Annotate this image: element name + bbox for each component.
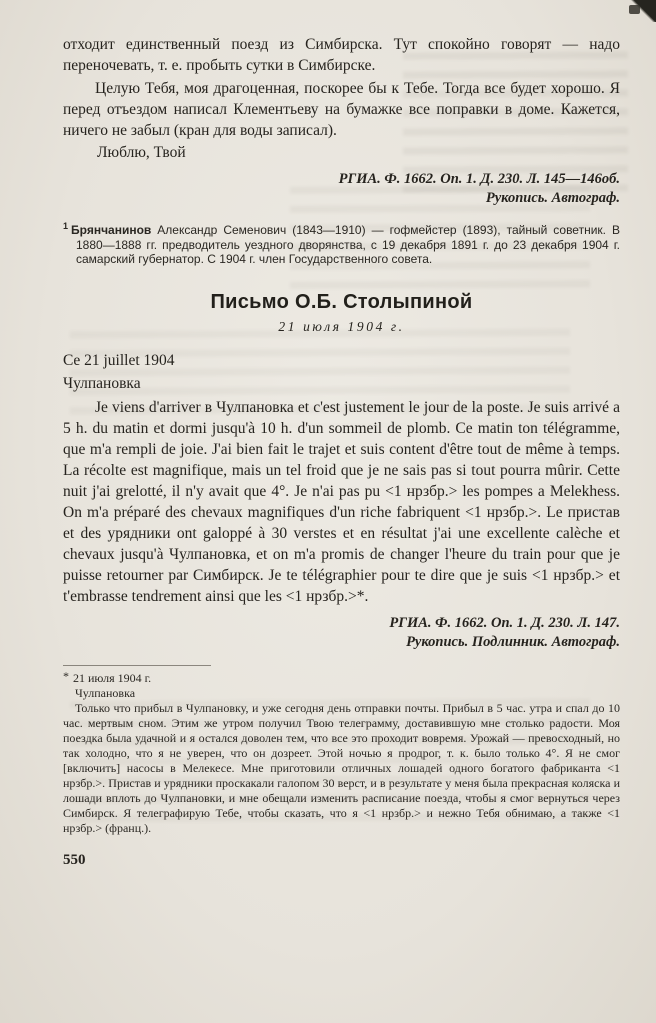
archive-reference-1 — [63, 170, 620, 208]
page-number: 550 — [63, 851, 86, 868]
letter2-body: Je viens d'arriver в Чулпановка et c'est justement le jour de la poste. Je suis arrivé a 5 h. du matin et dormi jusqu'à 10 h. d'un sommeil de plomb. Ce matin ton télégramme, que m'a rempli de joie. J'ai bien fait le trajet et suis content d'être tout de même à temps. La récolte est magnifique, mais un tel froid que je ne sais pas si tout pourra mûrir. Cette nuit j'ai grelotté, il n'y avait que 4°. Je n'ai pas pu <1 нрзбр.> les pompes a Melekhess. On m'a préparé des chevaux magnifiques d'un riche fabriquent <1 нрзбр.>. Le пристав et des урядники ont galoppé à 30 verstes et en résultat j'ai une excellente calèche et chevaux jusqu'à Чулпановка, et on m'a promis de changer l'heure du train pour que je puisse retourner par Симбирск. Je te télégraphier pour te dire que je suis <1 нрзбр.> et t'embrasse tendrement ainsi que les <1 нрзбр.>*. — [63, 398, 620, 605]
footnote-separator — [63, 665, 211, 666]
archive-reference-2 — [63, 614, 620, 652]
footnote-star-place: Чулпановка — [75, 685, 136, 700]
manuscript-note: Рукопись. Подлинник. Автограф. — [406, 633, 620, 650]
letter1-paragraph-continued: отходит единственный поезд из Симбирска. Тут спокойно говорят — надо переночевать, т. е. пробыть сутки в Симбирске. — [63, 36, 620, 74]
footnote-star-body: Только что прибыл в Чулпановку, и уже сегодня день отправки почты. Прибыл в 5 час. утра и спал до 10 час. мертвым сном. Этим же утром получил Твою телеграмму, доставившую мне столько радости. Моя поездка была удачной и я остался доволен тем, что все это проходит вовремя. Урожай — превосходный, но так холодно, что я не уверен, что он дозреет. Этой ночью я продрог, т. к. было только 4°. Я не смог [включить] насосы в Мелекесе. Мне приготовили отличных лошадей одного богатого фабриканта <1 нрзбр.>. Пристав и урядники проскакали галопом 30 верст, и в результате у меня была прекрасная коляска и лошади вплоть до Чулпановки, и мне обещали изменить расписание поезда, чтобы я смог вернуться через Симбирск. Я телеграфирую Тебе, чтобы сказать, что я <1 нрзбр.> и нежно Тебя обнимаю, а также <1 нрзбр.> (франц.). — [63, 700, 620, 835]
footnote-1-name: Брянчанинов — [71, 223, 152, 237]
manuscript-note: Рукопись. Автограф. — [485, 190, 620, 206]
letter1-paragraph: Целую Тебя, моя драгоценная, поскорее бы к Тебе. Тогда все будет хорошо. Я перед отъездом написал Клементьеву на бумажке все поправки в доме. Кажется, ничего не забыл (кран для воды записал). — [63, 80, 620, 139]
footnote-1 — [63, 219, 620, 267]
footnote-star-date: 21 июля 1904 г. — [73, 670, 152, 685]
letter2-place: Чулпановка — [63, 374, 141, 392]
footnote-star — [63, 668, 620, 836]
archive-reference-line: РГИА. Ф. 1662. Оп. 1. Д. 230. Л. 147. — [389, 614, 620, 631]
letter2-dateline: Ce 21 juillet 1904 — [63, 351, 175, 369]
archive-reference-line: РГИА. Ф. 1662. Оп. 1. Д. 230. Л. 145—146об. — [338, 171, 620, 187]
footnote-1-marker: 1 — [63, 221, 69, 231]
footnote-star-marker: * — [63, 668, 69, 683]
letter2-date-heading: 21 июля 1904 г. — [278, 318, 405, 334]
footnote-1-text: Александр Семенович (1843—1910) — гофмейстер (1893), тайный советник. В 1880—1888 гг. предводитель уездного дворянства, с 19 декабря 1891 г. до 23 декабря 1904 г. самарский губернатор. С 1904 г. член Государственного совета. — [76, 223, 620, 266]
letter2-title: Письмо О.Б. Столыпиной — [210, 290, 473, 313]
scan-edge-mark — [629, 5, 640, 14]
letter1-closing: Люблю, Твой — [97, 144, 186, 161]
